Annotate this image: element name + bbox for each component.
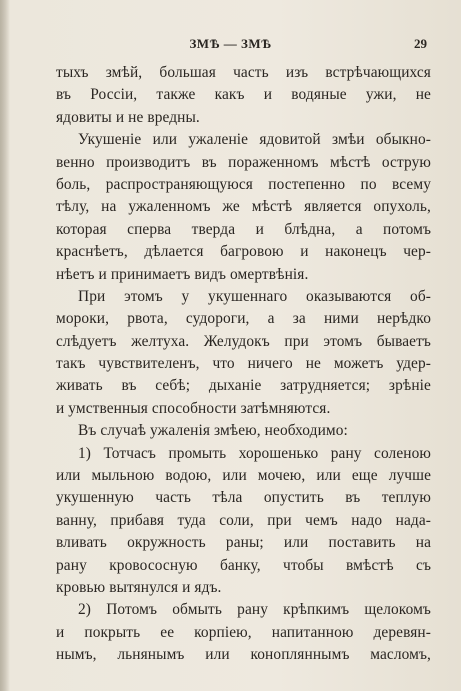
- body-text: [56, 62, 431, 667]
- text-line: которая сперва тверда и блѣдна, а потомъ: [56, 220, 431, 238]
- text-line: такъ чувствителенъ, что ничего не можетъ удер-: [56, 355, 431, 373]
- paragraph-first-line: При этомъ у укушеннаго оказываются об-: [78, 287, 431, 305]
- text-line: венно производитъ въ пораженномъ мѣстѣ острую: [56, 153, 431, 171]
- text-line: вливать окружность раны; или поставить на: [56, 534, 431, 552]
- text-line: ванну, прибавя туда соли, при чемъ надо нада-: [56, 511, 431, 529]
- text-line: кровью вытянулся и ядъ.: [56, 578, 222, 596]
- text-line: тыхъ змѣй, большая часть изъ встрѣчающихся: [56, 64, 431, 81]
- paragraph-first-line: 2) Потомъ обмыть рану крѣпкимъ щелокомъ: [78, 601, 431, 619]
- page-number: 29: [414, 36, 427, 51]
- text-line: живать въ себѣ; дыханіе затрудняется; зрѣніе: [56, 377, 431, 395]
- text-line: или мыльною водою, или мочею, или еще лучше: [56, 467, 431, 485]
- page-gutter-shadow: [0, 0, 10, 691]
- text-line: слѣдуетъ желтуха. Желудокъ при этомъ бываетъ: [56, 332, 431, 350]
- page-header: [0, 36, 461, 54]
- paragraph-first-line: Укушеніе или ужаленіе ядовитой змѣи обыкно-: [78, 131, 431, 149]
- running-head: ЗМѢ — ЗМѢ: [189, 36, 272, 51]
- text-line: укушенную часть тѣла опустить въ теплую: [56, 489, 431, 507]
- text-line: и покрыть ее корпіею, напитанною деревян-: [56, 623, 431, 641]
- text-line: краснѣетъ, дѣлается багровою и наконецъ чер-: [56, 243, 431, 261]
- text-line: въ Россіи, также какъ и водяные ужи, не: [56, 86, 431, 104]
- paragraph-first-line: Въ случаѣ ужаленія змѣею, необходимо:: [78, 422, 348, 440]
- text-line: ядовиты и не вредны.: [56, 108, 200, 126]
- text-line: нымъ, льнянымъ или конопляннымъ масломъ,: [56, 646, 431, 664]
- text-line: боль, распространяющуюся постепенно по всему: [56, 175, 431, 193]
- paragraph-first-line: 1) Тотчасъ промыть хорошенько рану соленою: [78, 444, 431, 462]
- text-line: и умственныя способности затѣмняются.: [56, 399, 331, 417]
- text-line: тѣлу, на ужаленномъ же мѣстѣ является опухоль,: [56, 198, 431, 216]
- text-line: мороки, рвота, судороги, а за ними нерѣдко: [56, 310, 431, 328]
- text-line: рану кровососную банку, чтобы вмѣстѣ съ: [56, 556, 431, 574]
- text-line: нѣетъ и принимаетъ видъ омертвѣнія.: [56, 265, 309, 283]
